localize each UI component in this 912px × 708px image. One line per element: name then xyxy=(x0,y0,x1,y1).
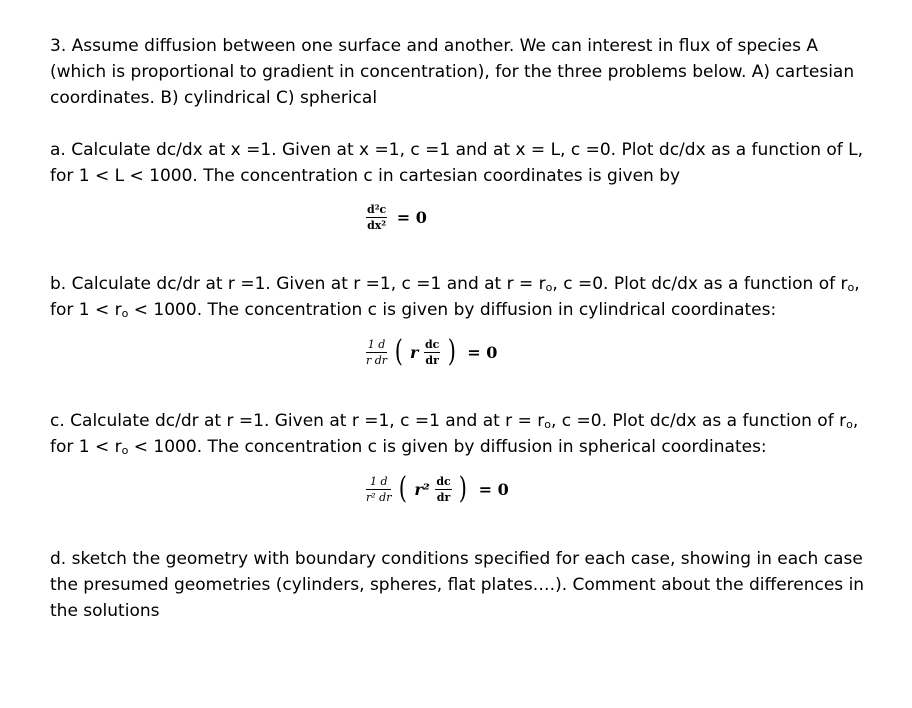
part-b-section xyxy=(50,271,890,323)
part-c-section xyxy=(50,408,890,460)
eq-c-fraction-1 xyxy=(366,475,391,504)
part-d-section xyxy=(50,546,890,624)
equation-spherical xyxy=(50,460,890,522)
intro-line-1: 3. Assume diffusion between one surface and another. We can interest in flux of species A xyxy=(50,36,819,56)
part-a-section xyxy=(50,137,890,189)
problem-page xyxy=(50,33,890,624)
part-c-line-2: for $1 < r_o < 1000$. The concentration c is given by diffusion in spherical coordinates: xyxy=(50,437,767,457)
eq-b-r: r xyxy=(409,342,419,362)
part-c-line-1: c. Calculate dc/dr at r =1. Given at r =1, c =1 and at $r = r_o$, c =0. Plot dc/dx as a function of $r_o$, xyxy=(50,411,859,431)
part-b-line-2: for $1 < r_o < 1000$. The concentration c is given by diffusion in cylindrical coordinates: xyxy=(50,300,777,320)
part-d-line-3: the solutions xyxy=(50,601,160,621)
eq-c-r-squared: r² xyxy=(414,479,430,499)
intro-section xyxy=(50,33,890,111)
eq-c-f2-num: dc xyxy=(436,474,451,488)
equation-cartesian xyxy=(50,189,890,249)
eq-c-f1-den: r² dr xyxy=(366,490,392,504)
eq-a-fraction xyxy=(366,203,387,232)
equation-cylindrical xyxy=(50,323,890,385)
eq-c-f1-num: 1 d xyxy=(366,475,391,490)
eq-b-right-paren: ) xyxy=(447,334,456,369)
eq-b-f2-num: dc xyxy=(424,337,440,351)
eq-b-rhs: = 0 xyxy=(467,342,498,362)
intro-line-2: (which is proportional to gradient in concentration), for the three problems below. A) cartesian xyxy=(50,62,855,82)
eq-b-fraction-2 xyxy=(424,338,440,367)
eq-a-rhs: = 0 xyxy=(396,208,427,227)
eq-a-numerator: d²c xyxy=(367,203,387,216)
part-b-line-1: b. Calculate dc/dr at r =1. Given at r =1, c =1 and at $r = r_o$, c =0. Plot dc/dx as a function of $r_o$, xyxy=(50,274,860,294)
eq-a-denominator: dx² xyxy=(367,219,387,232)
eq-c-f2-den: dr xyxy=(436,490,451,504)
intro-line-3: coordinates. B) cylindrical C) spherical xyxy=(50,88,378,108)
eq-b-f1-den: r dr xyxy=(366,353,388,367)
eq-b-f2-den: dr xyxy=(425,353,439,367)
eq-b-left-paren: ( xyxy=(394,334,403,369)
eq-c-rhs: = 0 xyxy=(478,479,509,499)
part-a-line-2: for 1 < L < 1000. The concentration c in cartesian coordinates is given by xyxy=(50,166,681,186)
part-a-line-1: a. Calculate dc/dx at x =1. Given at x =1, c =1 and at x = L, c =0. Plot dc/dx as a function of L, xyxy=(50,140,864,160)
eq-b-fraction-1 xyxy=(366,338,387,367)
part-d-line-1: d. sketch the geometry with boundary conditions specified for each case, showing in each case xyxy=(50,549,863,569)
eq-c-left-paren: ( xyxy=(398,471,408,506)
part-d-line-2: the presumed geometries (cylinders, spheres, flat plates….). Comment about the differences in xyxy=(50,575,865,595)
eq-b-f1-num: 1 d xyxy=(367,337,386,351)
eq-c-right-paren: ) xyxy=(459,471,468,506)
eq-c-fraction-2 xyxy=(435,475,451,504)
